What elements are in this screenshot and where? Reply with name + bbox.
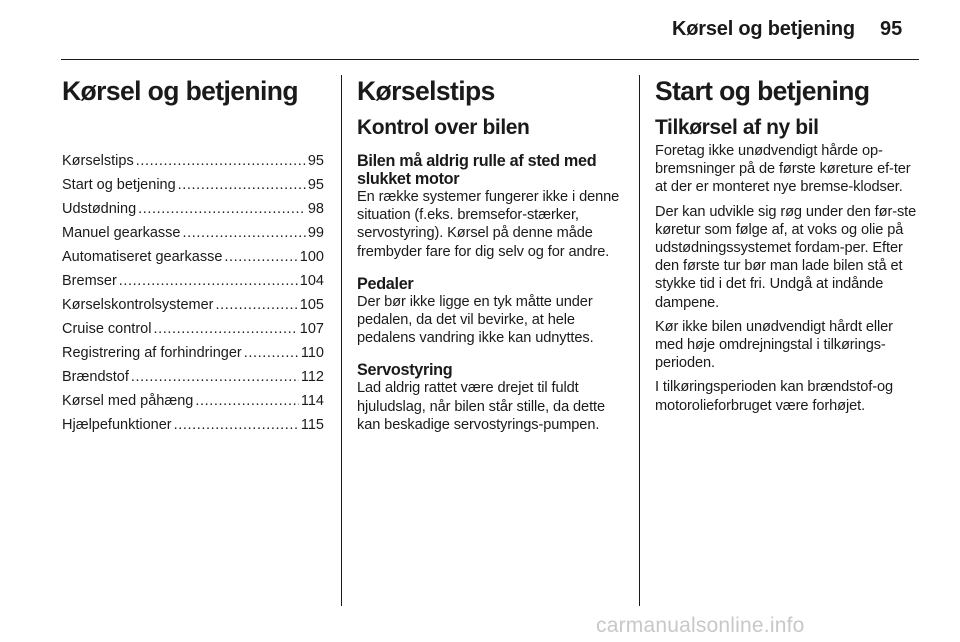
paragraph: Kør ikke bilen unødvendigt hårdt eller med høje omdrejningstal i tilkørings-perioden.: [655, 318, 893, 372]
toc-item-title: Udstødning: [62, 201, 137, 217]
section-power-steering: [357, 361, 622, 434]
section-roll-warning: [357, 152, 622, 261]
toc-item[interactable]: [62, 317, 324, 341]
section-text: En række systemer fungerer ikke i denne situation (f.eks. bremsefor-stærker, servostyring). Kørsel på denne måde frembyder fare for dig selv og for andre.: [357, 189, 620, 260]
toc-leader: [178, 173, 306, 197]
section-title: Pedaler: [357, 274, 414, 293]
chapter-heading: Kørsel og betjening: [62, 76, 298, 106]
toc-item-page: 114: [300, 393, 324, 409]
section-text: Lad aldrig rattet være drejet til fuldt hjuludslag, når bilen står stille, da dette kan beskadige servostyrings-pumpen.: [357, 380, 605, 433]
toc-leader: [174, 413, 299, 437]
section-title: Bilen må aldrig rulle af sted med slukket motor: [357, 152, 597, 188]
table-of-contents: [62, 149, 327, 437]
toc-item[interactable]: [62, 293, 324, 317]
paragraph: Der kan udvikle sig røg under den før-ste køretur som følge af, at voks og olie på udstødningssystemet fordam-per. Efter den første tur bør man lade bilen stå et stykke tid i det fri. Undgå at indånde dampene.: [655, 203, 917, 311]
toc-item-title: Bremser: [62, 273, 117, 289]
toc-leader: [224, 245, 297, 269]
toc-item-page: 110: [300, 345, 324, 361]
toc-item-title: Start og betjening: [62, 177, 176, 193]
toc-item-page: 112: [300, 369, 324, 385]
start-operation-column: [655, 74, 920, 415]
toc-item-title: Kørselstips: [62, 153, 134, 169]
toc-item-title: Registrering af forhindringer: [62, 345, 242, 361]
toc-item[interactable]: [62, 221, 324, 245]
toc-item[interactable]: [62, 341, 324, 365]
toc-leader: [119, 269, 298, 293]
toc-item[interactable]: [62, 389, 324, 413]
toc-item-title: Brændstof: [62, 369, 129, 385]
section-heading: Start og betjening: [655, 76, 870, 106]
toc-item-title: Kørselskontrolsystemer: [62, 297, 214, 313]
driving-tips-column: [357, 74, 622, 434]
column-divider-2: [639, 75, 640, 606]
toc-leader: [183, 221, 306, 245]
toc-item[interactable]: [62, 197, 324, 221]
toc-item-title: Cruise control: [62, 321, 152, 337]
toc-item-title: Manuel gearkasse: [62, 225, 181, 241]
toc-item-title: Hjælpefunktioner: [62, 417, 172, 433]
toc-leader: [153, 317, 297, 341]
subsection-heading: Tilkørsel af ny bil: [655, 116, 819, 139]
paragraph: I tilkøringsperioden kan brændstof-og motorolieforbruget være forhøjet.: [655, 379, 894, 414]
toc-column: [62, 74, 327, 437]
toc-item-page: 107: [299, 321, 324, 337]
section-text: Der bør ikke ligge en tyk måtte under pedalen, da det vil bevirke, at hele pedalens vandring ikke kan udnyttes.: [357, 293, 594, 347]
toc-item-page: 99: [307, 225, 324, 241]
page-number: 95: [880, 18, 903, 40]
toc-item-title: Kørsel med påhæng: [62, 393, 194, 409]
toc-leader: [215, 293, 297, 317]
toc-item-page: 95: [307, 177, 324, 193]
toc-item[interactable]: [62, 269, 324, 293]
toc-item[interactable]: [62, 365, 324, 389]
toc-item[interactable]: [62, 245, 324, 269]
toc-item-page: 104: [299, 273, 324, 289]
toc-item-page: 98: [307, 201, 324, 217]
toc-leader: [138, 197, 306, 221]
watermark: carmanualsonline.info: [596, 614, 805, 637]
section-pedals: [357, 275, 622, 348]
toc-item[interactable]: [62, 413, 324, 437]
toc-leader: [195, 389, 299, 413]
toc-item-page: 100: [299, 249, 324, 265]
subsection-heading: Kontrol over bilen: [357, 116, 530, 139]
toc-item-page: 95: [307, 153, 324, 169]
header-title: Kørsel og betjening: [672, 18, 855, 40]
section-heading: Kørselstips: [357, 76, 495, 106]
toc-item-title: Automatiseret gearkasse: [62, 249, 223, 265]
toc-leader: [136, 149, 306, 173]
toc-leader: [131, 365, 299, 389]
toc-item[interactable]: [62, 173, 324, 197]
toc-item[interactable]: [62, 149, 324, 173]
header-divider: [61, 59, 919, 60]
column-divider-1: [341, 75, 342, 606]
toc-item-page: 115: [300, 417, 324, 433]
paragraph: Foretag ikke unødvendigt hårde op-bremsninger på de første køreture ef-ter at der er monteret nye bremse-klodser.: [655, 143, 911, 196]
toc-item-page: 105: [299, 297, 324, 313]
section-title: Servostyring: [357, 361, 453, 380]
toc-leader: [244, 341, 299, 365]
